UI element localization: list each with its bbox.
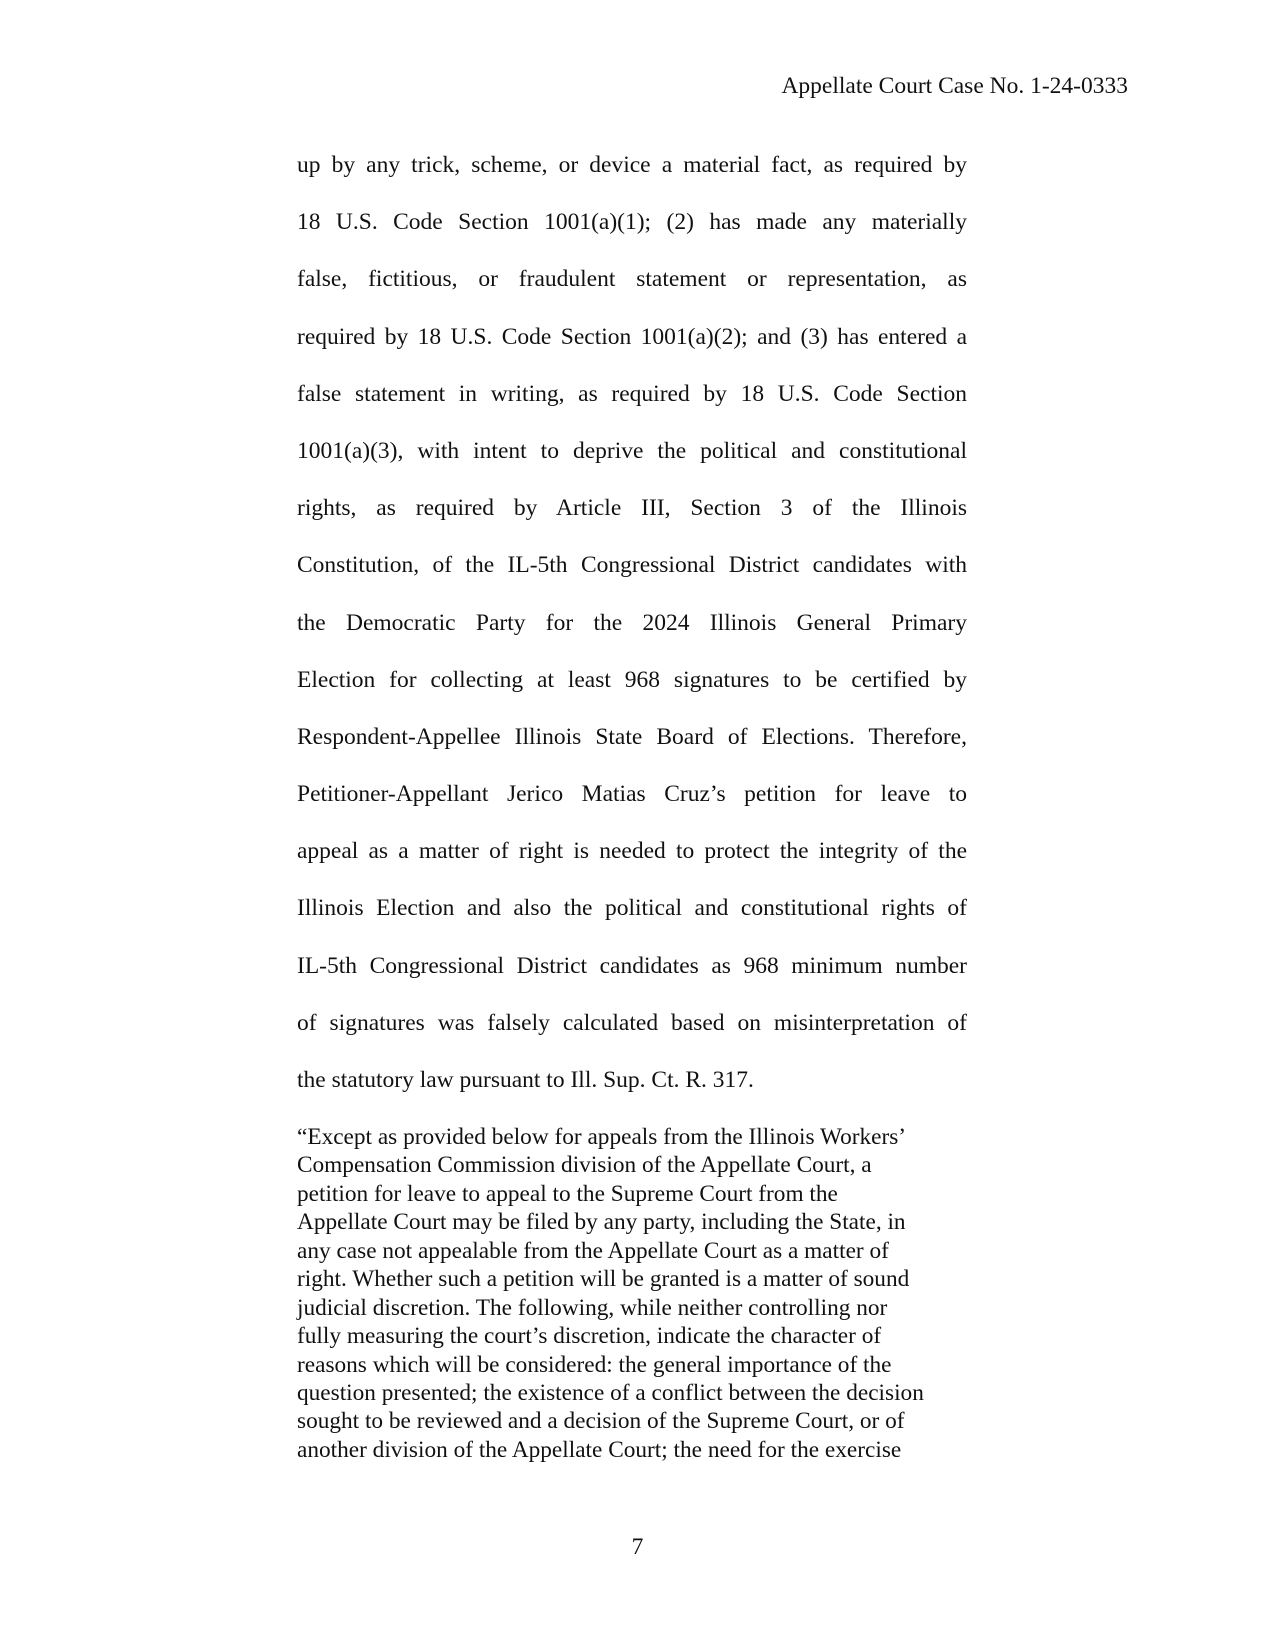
quote-line: reasons which will be considered: the general importance of the	[297, 1351, 892, 1378]
body-line: Petitioner-Appellant Jerico Matias Cruz’s petition for leave to	[297, 781, 967, 808]
body-line: Illinois Election and also the political and constitutional rights of	[297, 895, 967, 922]
quote-line: right. Whether such a petition will be granted is a matter of sound	[297, 1266, 910, 1293]
body-line: required by 18 U.S. Code Section 1001(a)(2); and (3) has entered a	[297, 323, 967, 350]
body-line: the statutory law pursuant to Ill. Sup. Ct. R. 317.	[297, 1067, 754, 1093]
quote-line: any case not appealable from the Appellate Court as a matter of	[297, 1237, 889, 1264]
body-line: 1001(a)(3), with intent to deprive the political and constitutional	[297, 437, 967, 464]
body-line: Election for collecting at least 968 signatures to be certified by	[297, 666, 967, 693]
body-line: up by any trick, scheme, or device a material fact, as required by	[297, 152, 967, 178]
quote-line: question presented; the existence of a conflict between the decision	[297, 1379, 924, 1406]
body-paragraph	[297, 145, 967, 1117]
body-line: IL-5th Congressional District candidates as 968 minimum number	[297, 952, 967, 979]
quote-line: judicial discretion. The following, while neither controlling nor	[297, 1294, 888, 1321]
body-line: the Democratic Party for the 2024 Illinois General Primary	[297, 609, 967, 636]
quote-line: another division of the Appellate Court; the need for the exercise	[297, 1436, 902, 1463]
quote-line: “Except as provided below for appeals from the Illinois Workers’	[297, 1124, 907, 1150]
quote-line: petition for leave to appeal to the Supreme Court from the	[297, 1180, 838, 1207]
body-line: rights, as required by Article III, Section 3 of the Illinois	[297, 495, 967, 522]
quote-line: sought to be reviewed and a decision of the Supreme Court, or of	[297, 1408, 905, 1435]
body-line: 18 U.S. Code Section 1001(a)(1); (2) has made any materially	[297, 209, 967, 236]
quote-line: Appellate Court may be filed by any party, including the State, in	[297, 1209, 906, 1236]
body-line: false statement in writing, as required by 18 U.S. Code Section	[297, 380, 967, 407]
block-quote	[297, 1123, 977, 1464]
quote-line: fully measuring the court’s discretion, indicate the character of	[297, 1323, 882, 1350]
body-line: false, fictitious, or fraudulent statement or representation, as	[297, 266, 967, 293]
page-number: 7	[631, 1534, 644, 1560]
body-line: of signatures was falsely calculated based on misinterpretation of	[297, 1009, 967, 1036]
quote-line: Compensation Commission division of the Appellate Court, a	[297, 1152, 872, 1179]
body-line: Constitution, of the IL-5th Congressional District candidates with	[297, 552, 967, 579]
body-line: Respondent-Appellee Illinois State Board of Elections. Therefore,	[297, 723, 967, 750]
case-number-header: Appellate Court Case No. 1-24-0333	[781, 73, 1128, 99]
body-line: appeal as a matter of right is needed to protect the integrity of the	[297, 838, 967, 865]
